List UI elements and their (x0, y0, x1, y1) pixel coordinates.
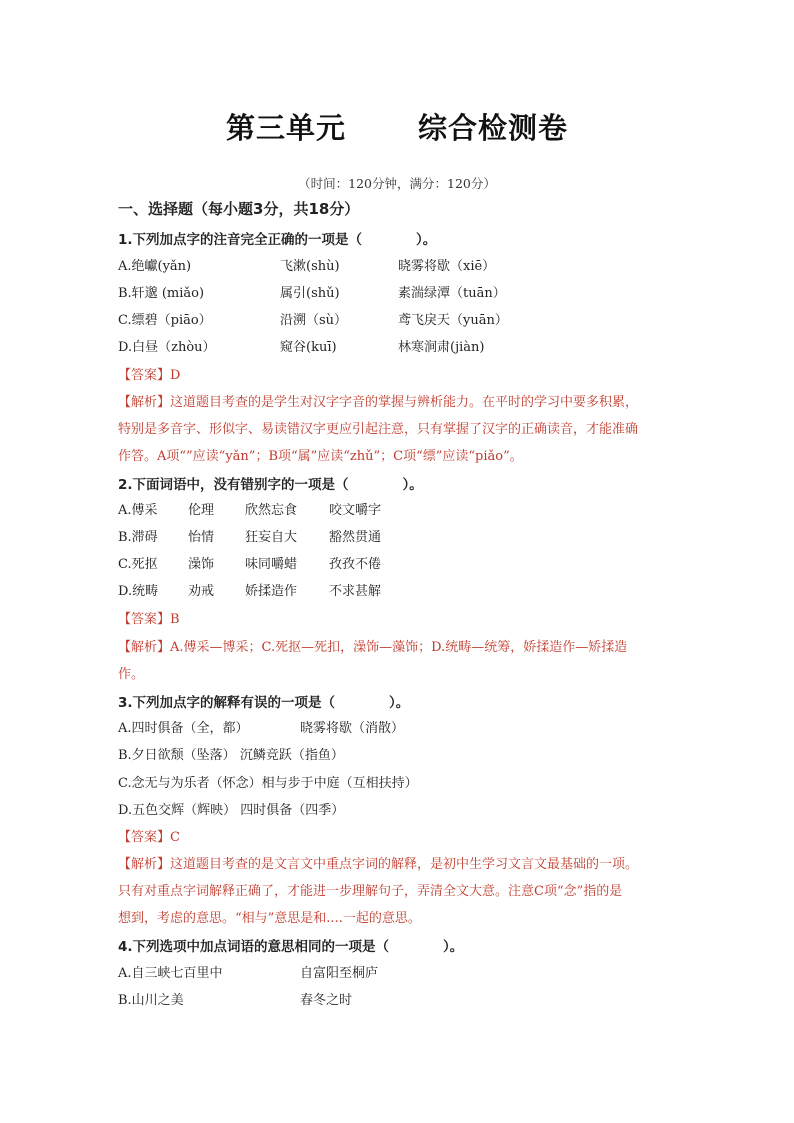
q3-option-c-item-1: C.念无与为乐者（怀念）相与步于中庭（互相扶持） (118, 776, 418, 791)
q1-option-d-item-2: 窥谷(kuī) (280, 340, 337, 355)
analysis-line: 【解析】这道题目考查的是文言文中重点字词的解释，是初中生学习文言文最基础的一项。 (118, 857, 639, 872)
q2-option-b-item-3: 狂妄自大 (245, 530, 298, 545)
q2-option-a-item-2: 伦理 (188, 503, 215, 518)
q4-option-b-item-2: 春冬之时 (300, 993, 353, 1008)
q2-option-b-item-4: 豁然贯通 (329, 530, 382, 545)
analysis-line: 想到，考虑的意思。“相与”意思是和....一起的意思。 (118, 911, 421, 926)
q1-option-d-item-1: D.白昼（zhòu） (118, 340, 216, 355)
q1-option-b-item-3: 素湍绿潭（tuān） (398, 286, 506, 301)
q1-option-c-item-3: 鸢飞戾天（yuān） (398, 313, 508, 328)
q2-option-d-item-4: 不求甚解 (329, 584, 382, 599)
title-name: 综合检测卷 (418, 111, 569, 145)
q4-option-b-item-1: B.山川之美 (118, 993, 184, 1008)
q4-option-a-item-2: 自富阳至桐庐 (300, 966, 379, 981)
q1-option-b-item-2: 属引(shǔ) (280, 286, 340, 301)
q2-option-b-item-1: B.滞碍 (118, 530, 158, 545)
analysis-line: 【解析】这道题目考查的是学生对汉字字音的掌握与辨析能力。在平时的学习中要多积累， (118, 395, 639, 410)
q2-option-d-item-3: 娇揉造作 (245, 584, 298, 599)
question-3-stem: 3.下列加点字的解释有误的一项是（ ）。 (118, 695, 410, 711)
q2-option-d-item-2: 劝戒 (188, 584, 215, 599)
answer-tag: 【答案】 (118, 368, 171, 383)
exam-meta: （时间：120分钟，满分：120分） (298, 176, 496, 191)
q2-option-a-item-1: A.傅采 (118, 503, 158, 518)
analysis-line: 作答。A项“”应读“yǎn”；B项“属”应读“zhǔ”；C项“缥”应读“piǎo”。 (118, 449, 523, 464)
q1-option-a-item-1: A.绝巘(yǎn) (118, 259, 192, 274)
answer-tag: 【答案】 (118, 612, 171, 627)
q2-option-a-item-4: 咬文嚼字 (329, 503, 382, 518)
q3-option-a-item-1: A.四时俱备（全，都） (118, 721, 249, 736)
q2-option-d-item-1: D.统畴 (118, 584, 159, 599)
analysis-line: 【解析】A.傅采—博采；C.死抠—死扣，澡饰—藻饰；D.统畴—统筹，娇揉造作—矫揉造 (118, 640, 628, 655)
q2-option-c-item-3: 味同嚼蜡 (245, 557, 298, 572)
q1-option-c-item-2: 沿溯（sù） (280, 313, 348, 328)
q1-option-a-item-2: 飞漱(shù) (280, 259, 340, 274)
answer-tag: 【答案】 (118, 830, 171, 845)
question-1-stem: 1.下列加点字的注音完全正确的一项是（ ）。 (118, 232, 437, 248)
analysis-tag: 【解析】 (118, 857, 171, 872)
q1-answer (118, 367, 180, 385)
question-2-stem: 2.下面词语中，没有错别字的一项是（ ）。 (118, 477, 423, 493)
section-heading: 一、选择题（每小题3分，共18分） (118, 200, 360, 218)
q2-option-a-item-3: 欣然忘食 (245, 503, 298, 518)
q2-option-c-item-4: 孜孜不倦 (329, 557, 382, 572)
answer-value: B (170, 612, 180, 627)
q3-analysis (118, 851, 678, 932)
q1-option-a-item-3: 晓雾将歇（xiē） (398, 259, 496, 274)
q3-option-a-item-2: 晓雾将歇（消散） (300, 721, 405, 736)
q4-option-a-item-1: A.自三峡七百里中 (118, 966, 223, 981)
q3-option-d-item-1: D.五色交辉（辉映） 四时俱备（四季） (118, 803, 345, 818)
q3-answer (118, 829, 180, 847)
analysis-line: 只有对重点字词解释正确了，才能进一步理解句子，弄清全文大意。注意C项“念”指的是 (118, 884, 623, 899)
page-title (0, 106, 794, 147)
answer-value: D (170, 368, 181, 383)
question-4-stem: 4.下列选项中加点词语的意思相同的一项是（ ）。 (118, 939, 464, 955)
analysis-tag: 【解析】 (118, 640, 171, 655)
q2-option-c-item-1: C.死抠 (118, 557, 158, 572)
q2-analysis (118, 634, 678, 688)
title-unit: 第三单元 (225, 111, 346, 145)
q1-analysis (118, 389, 678, 470)
q3-option-b-item-1: B.夕日欲颓（坠落） 沉鳞竞跃（指鱼） (118, 748, 344, 763)
q1-option-b-item-1: B.轩邈 (miǎo) (118, 286, 205, 301)
q1-option-d-item-3: 林寒涧肃(jiàn) (398, 340, 485, 355)
q1-option-c-item-1: C.缥碧（piāo） (118, 313, 212, 328)
analysis-tag: 【解析】 (118, 395, 171, 410)
q2-option-c-item-2: 澡饰 (188, 557, 215, 572)
q2-answer (118, 611, 180, 629)
answer-value: C (170, 830, 180, 845)
q2-option-b-item-2: 怡情 (188, 530, 215, 545)
analysis-line: 特别是多音字、形似字、易读错汉字更应引起注意，只有掌握了汉字的正确读音，才能准确 (118, 422, 639, 437)
analysis-line: 作。 (118, 667, 145, 682)
